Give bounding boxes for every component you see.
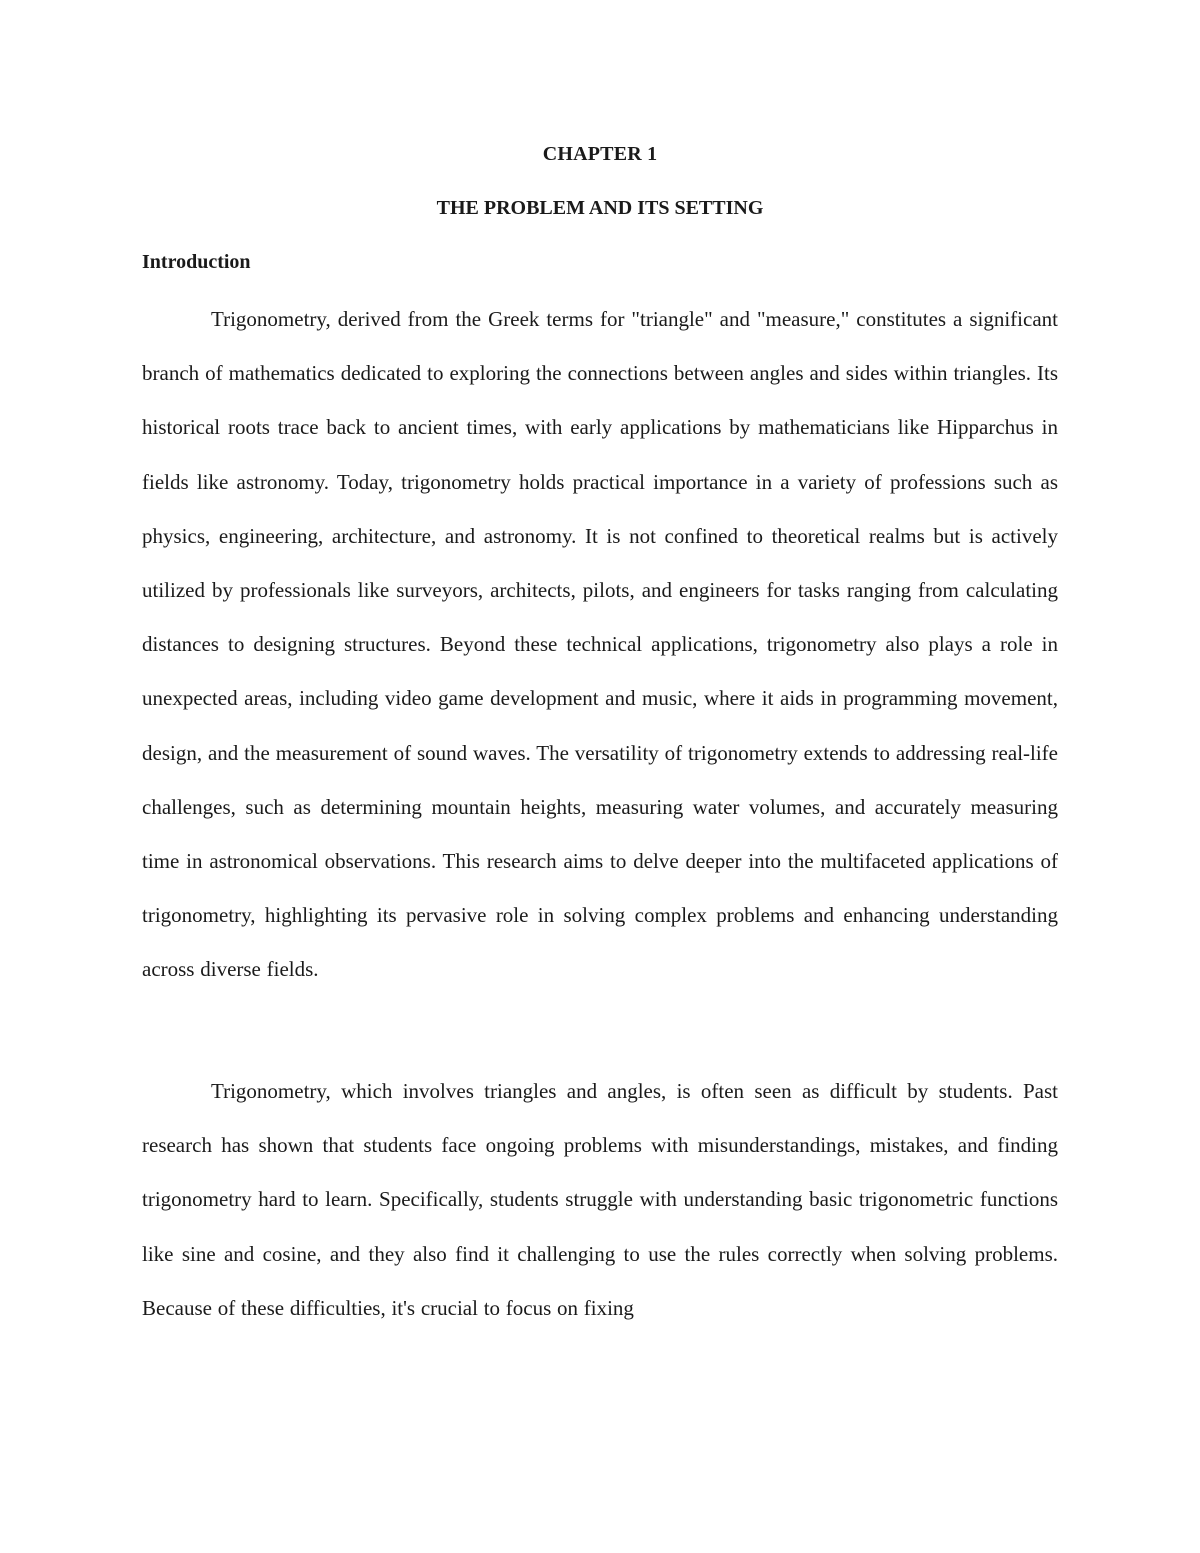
body-paragraph: Trigonometry, derived from the Greek terms for "triangle" and "measure," constitutes a significant branch of mathematics dedicated to exploring the connections between angles and sides within triangles. Its historical roots trace back to ancient times, with early applications by mathematicians like Hipparchus in fields like astronomy. Today, trigonometry holds practical importance in a variety of professions such as physics, engineering, architecture, and astronomy. It is not confined to theoretical realms but is actively utilized by professionals like surveyors, architects, pilots, and engineers for tasks ranging from calculating distances to designing structures. Beyond these technical applications, trigonometry also plays a role in unexpected areas, including video game development and music, where it aids in programming movement, design, and the measurement of sound waves. The versatility of trigonometry extends to addressing real-life challenges, such as determining mountain heights, measuring water volumes, and accurately measuring time in astronomical observations. This research aims to delve deeper into the multifaceted applications of trigonometry, highlighting its pervasive role in solving complex problems and enhancing understanding across diverse fields.: [142, 307, 1058, 982]
body-paragraph: Trigonometry, which involves triangles and angles, is often seen as difficult by students. Past research has shown that students face ongoing problems with misunderstandings, mistakes, and finding trigonometry hard to learn. Specifically, students struggle with understanding basic trigonometric functions like sine and cosine, and they also find it challenging to use the rules correctly when solving problems. Because of these difficulties, it's crucial to focus on fixing: [142, 1079, 1058, 1320]
chapter-label: CHAPTER 1: [542, 143, 658, 165]
section-heading-introduction: Introduction: [142, 251, 251, 273]
chapter-title: THE PROBLEM AND ITS SETTING: [436, 197, 764, 219]
